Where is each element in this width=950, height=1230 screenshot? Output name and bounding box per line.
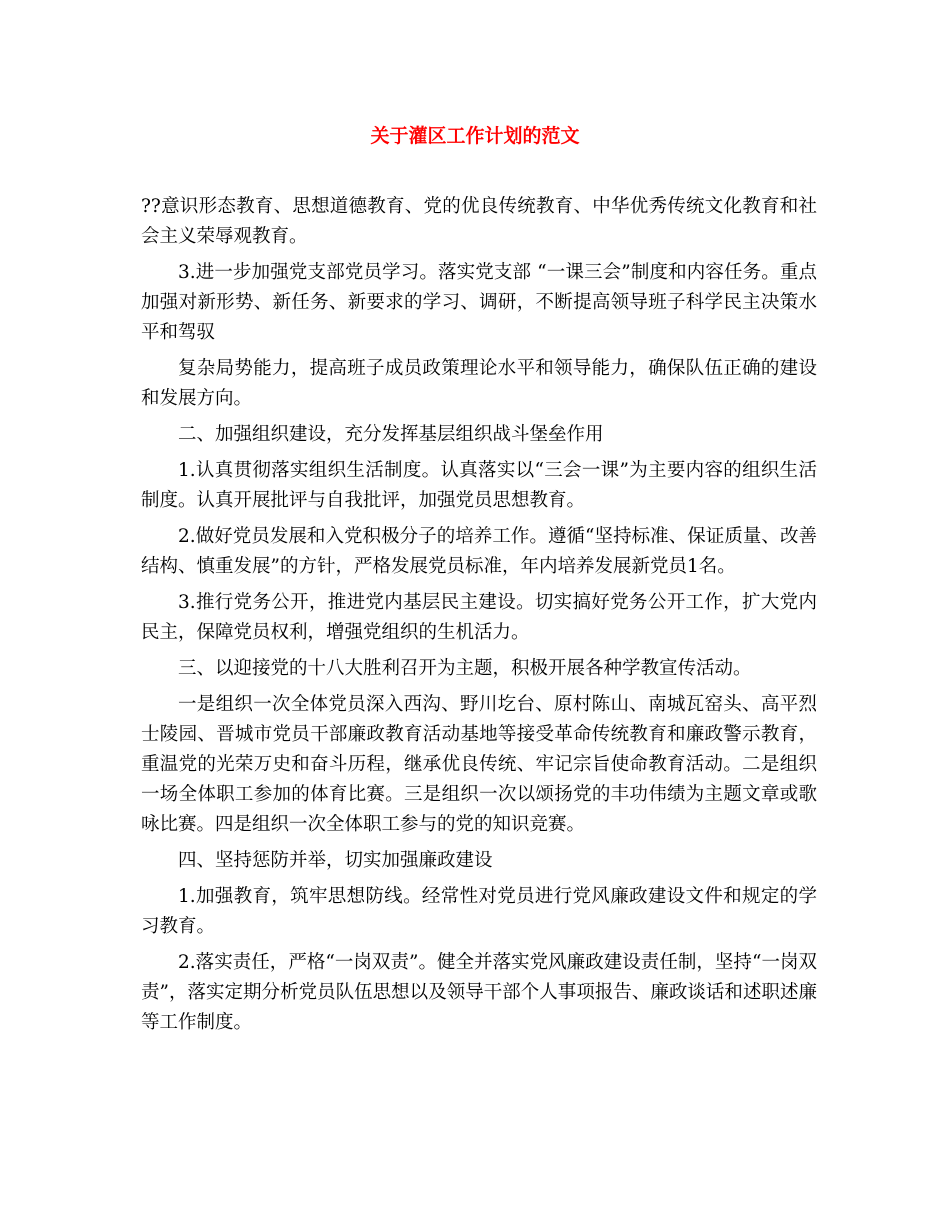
paragraph-6: 2.做好党员发展和入党积极分子的培养工作。遵循“坚持标准、保证质量、改善结构、慎重发展”的方针，严格发展党员标准，年内培养发展新党员1名。 xyxy=(141,526,817,577)
section-heading-2: 二、加强组织建设，充分发挥基层组织战斗堡垒作用 xyxy=(178,424,604,445)
paragraph-11: 1.加强教育，筑牢思想防线。经常性对党员进行党风廉政建设文件和规定的学习教育。 xyxy=(141,886,817,937)
paragraph-9: 一是组织一次全体党员深入西沟、野川圪台、原村陈山、南城瓦窑头、高平烈士陵园、晋城市党员干部廉政教育活动基地等接受革命传统教育和廉政警示教育，重温党的光荣万史和奋斗历程，继承优良传统、牢记宗旨使命教育活动。二是组织一场全体职工参加的体育比赛。三是组织一次以颂扬党的丰功伟绩为主题文章或歌咏比赛。四是组织一次全体职工参与的党的知识竞赛。 xyxy=(141,694,817,835)
paragraph-1: ??意识形态教育、思想道德教育、党的优良传统教育、中华优秀传统文化教育和社会主义荣辱观教育。 xyxy=(141,196,817,247)
paragraph-7: 3.推行党务公开，推进党内基层民主建设。切实搞好党务公开工作，扩大党内民主，保障党员权利，增强党组织的生机活力。 xyxy=(141,592,817,643)
document-title: 关于灌区工作计划的范文 xyxy=(370,125,580,147)
paragraph-2: 3.进一步加强党支部党员学习。落实党支部 “一课三会”制度和内容任务。重点加强对新形势、新任务、新要求的学习、调研，不断提高领导班子科学民主决策水平和驾驭 xyxy=(141,262,817,343)
section-heading-4: 四、坚持惩防并举，切实加强廉政建设 xyxy=(178,850,493,871)
paragraph-3: 复杂局势能力，提高班子成员政策理论水平和领导能力，确保队伍正确的建设和发展方向。 xyxy=(141,358,817,409)
paragraph-5: 1.认真贯彻落实组织生活制度。认真落实以“三会一课”为主要内容的组织生活制度。认真开展批评与自我批评，加强党员思想教育。 xyxy=(141,460,817,511)
document-body xyxy=(141,192,817,1044)
section-heading-3: 三、以迎接党的十八大胜利召开为主题，积极开展各种学教宣传活动。 xyxy=(178,658,752,679)
paragraph-12: 2.落实责任，严格“一岗双责”。健全并落实党风廉政建设责任制，坚持“一岗双责”，落实定期分析党员队伍思想以及领导干部个人事项报告、廉政谈话和述职述廉等工作制度。 xyxy=(141,952,817,1033)
